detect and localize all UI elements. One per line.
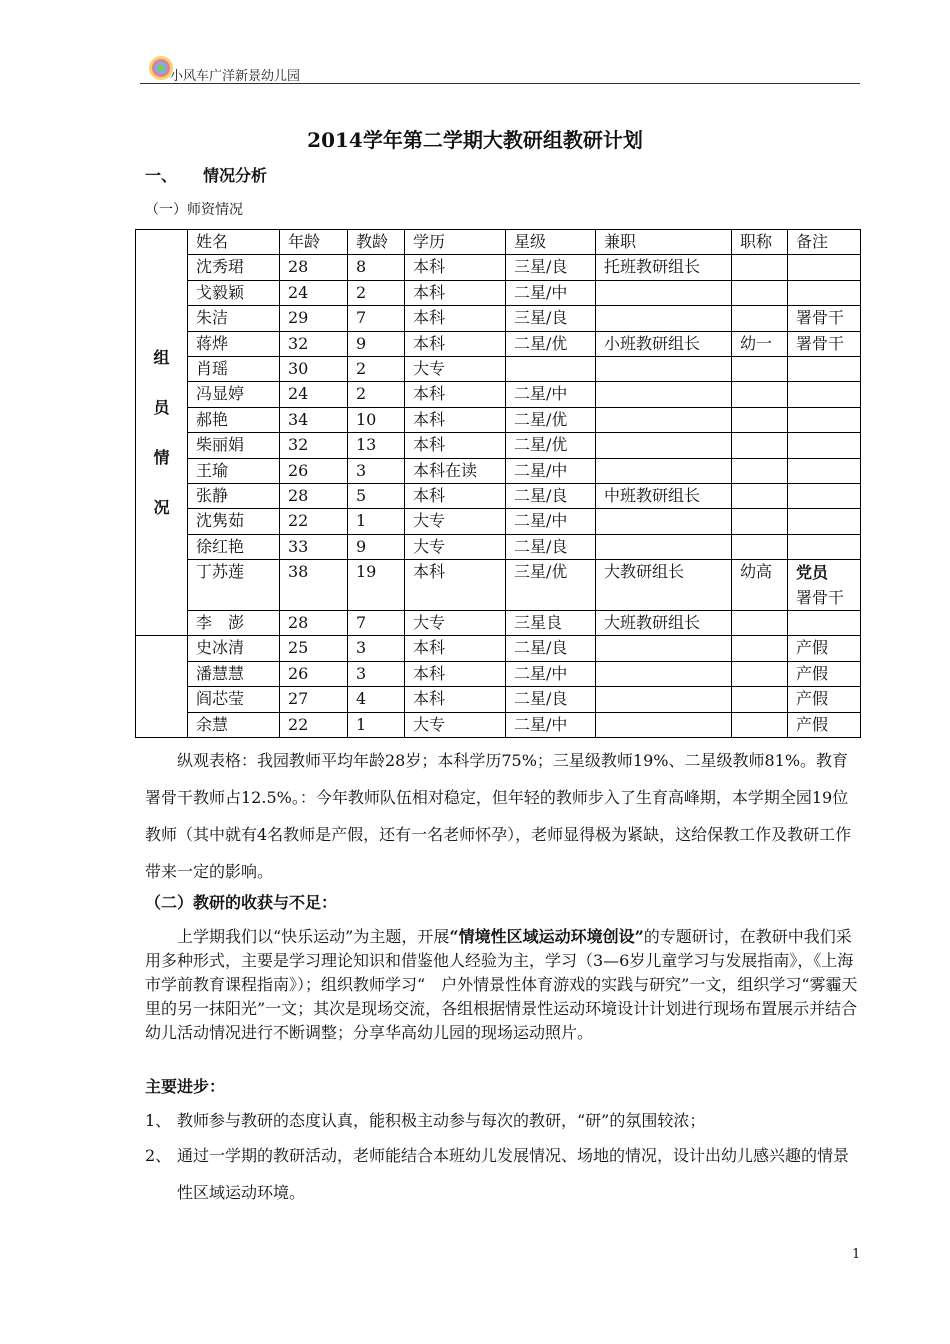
section-label: 情况分析 xyxy=(203,166,268,185)
section-heading-1 xyxy=(145,163,267,186)
table-cell: 8 xyxy=(348,255,405,280)
table-cell: 本科 xyxy=(405,433,506,458)
table-cell: 24 xyxy=(280,280,348,305)
table-cell: 冯显婷 xyxy=(188,382,280,407)
table-cell xyxy=(506,356,596,381)
list-item-number: 2、 xyxy=(145,1146,172,1165)
column-header: 兼职 xyxy=(596,230,732,255)
table-cell: 小班教研组长 xyxy=(596,331,732,356)
group-label-char: 组 xyxy=(153,347,170,367)
table-row xyxy=(136,458,861,483)
table-row xyxy=(136,534,861,559)
column-header: 学历 xyxy=(405,230,506,255)
table-cell xyxy=(596,458,732,483)
table-cell: 22 xyxy=(280,712,348,737)
table-cell xyxy=(732,611,788,636)
table-cell xyxy=(596,280,732,305)
research-text-a: 上学期我们以“快乐运动”为主题，开展 xyxy=(177,927,450,946)
table-cell xyxy=(788,611,861,636)
group-label-char: 况 xyxy=(153,497,170,517)
table-cell: 二星/中 xyxy=(506,712,596,737)
staff-table xyxy=(135,229,861,738)
note-line: 党员 xyxy=(796,563,829,583)
table-cell: 二星/中 xyxy=(506,280,596,305)
page-header xyxy=(140,48,860,86)
school-name: 小风车广洋新景幼儿园 xyxy=(170,69,301,84)
list-item-text: 通过一学期的教研活动，老师能结合本班幼儿发展情况、场地的情况，设计出幼儿感兴趣的情景性区域运动环境。 xyxy=(177,1146,850,1202)
column-header: 星级 xyxy=(506,230,596,255)
table-row xyxy=(136,661,861,686)
table-cell: 27 xyxy=(280,687,348,712)
list-item xyxy=(145,1137,860,1211)
research-text-c: 的专题研讨，在教研中我们采用多种形式，主要是学习理论知识和借鉴他人经验为主，学习（3—6岁儿童学习与发展指南》，《上海市学前教育课程指南》）；组织教师学习“ 户外情景性体育游戏的实践与研究”一文，组织学习“雾霾天里的另一抹阳光”一文；其次是现场交流，各组根据情景性运动环境设计计划进行现场布置展示并结合幼儿活动情况进行不断调整；分享华高幼儿园的现场运动照片。 xyxy=(145,927,858,1042)
table-cell: 9 xyxy=(348,331,405,356)
table-cell: 本科在读 xyxy=(405,458,506,483)
table-cell: 本科 xyxy=(405,661,506,686)
table-cell xyxy=(596,661,732,686)
table-cell: 潘慧慧 xyxy=(188,661,280,686)
table-cell: 郝艳 xyxy=(188,407,280,432)
table-cell: 32 xyxy=(280,433,348,458)
section-number: 一、 xyxy=(145,166,178,185)
table-cell: 3 xyxy=(348,458,405,483)
table-cell xyxy=(596,433,732,458)
table-row xyxy=(136,356,861,381)
table-cell xyxy=(788,560,861,611)
table-cell xyxy=(788,483,861,508)
table-cell: 三星良 xyxy=(506,611,596,636)
table-row xyxy=(136,611,861,636)
table-cell: 署骨干 xyxy=(788,306,861,331)
subsection-heading: （一）师资情况 xyxy=(145,202,243,218)
table-cell: 3 xyxy=(348,661,405,686)
table-cell: 28 xyxy=(280,611,348,636)
list-item-number: 1、 xyxy=(145,1111,172,1130)
table-row xyxy=(136,331,861,356)
table-cell: 本科 xyxy=(405,636,506,661)
table-cell: 大班教研组长 xyxy=(596,611,732,636)
table-cell xyxy=(788,534,861,559)
table-cell: 阎芯莹 xyxy=(188,687,280,712)
table-row xyxy=(136,280,861,305)
table-cell: 本科 xyxy=(405,483,506,508)
table-cell xyxy=(732,534,788,559)
table-cell xyxy=(732,509,788,534)
group-label-leave xyxy=(136,636,188,738)
table-cell: 本科 xyxy=(405,407,506,432)
table-cell: 沈隽茹 xyxy=(188,509,280,534)
table-cell: 二星/良 xyxy=(506,636,596,661)
table-cell: 7 xyxy=(348,611,405,636)
table-cell xyxy=(732,483,788,508)
table-cell: 本科 xyxy=(405,331,506,356)
table-cell xyxy=(596,356,732,381)
table-cell: 大专 xyxy=(405,611,506,636)
table-cell xyxy=(732,661,788,686)
table-cell: 中班教研组长 xyxy=(596,483,732,508)
table-cell: 25 xyxy=(280,636,348,661)
table-cell: 本科 xyxy=(405,306,506,331)
table-row xyxy=(136,433,861,458)
table-cell: 10 xyxy=(348,407,405,432)
section-heading-2: （二）教研的收获与不足： xyxy=(145,893,338,912)
table-cell: 产假 xyxy=(788,661,861,686)
column-header: 备注 xyxy=(788,230,861,255)
table-cell: 2 xyxy=(348,382,405,407)
table-cell: 二星/良 xyxy=(506,483,596,508)
research-topic: “情境性区域运动环境创设” xyxy=(449,927,644,946)
table-cell: 产假 xyxy=(788,636,861,661)
table-cell xyxy=(788,407,861,432)
table-cell: 史冰清 xyxy=(188,636,280,661)
table-cell: 28 xyxy=(280,483,348,508)
column-header: 职称 xyxy=(732,230,788,255)
group-label-char: 情 xyxy=(153,447,170,467)
table-cell: 大专 xyxy=(405,534,506,559)
table-row xyxy=(136,382,861,407)
table-cell: 柴丽娟 xyxy=(188,433,280,458)
table-cell: 产假 xyxy=(788,687,861,712)
table-cell: 26 xyxy=(280,661,348,686)
table-cell: 二星/良 xyxy=(506,534,596,559)
table-row xyxy=(136,306,861,331)
table-cell xyxy=(732,458,788,483)
table-cell: 产假 xyxy=(788,712,861,737)
table-header-row xyxy=(136,230,861,255)
table-cell: 29 xyxy=(280,306,348,331)
table-cell: 本科 xyxy=(405,280,506,305)
table-cell: 二星/中 xyxy=(506,458,596,483)
table-cell xyxy=(788,255,861,280)
note-line: 署骨干 xyxy=(796,588,845,608)
main-progress-heading: 主要进步： xyxy=(145,1077,226,1096)
table-cell xyxy=(732,712,788,737)
table-cell: 王瑜 xyxy=(188,458,280,483)
table-cell xyxy=(732,687,788,712)
table-cell: 2 xyxy=(348,356,405,381)
header-rule xyxy=(140,83,860,84)
table-cell: 二星/中 xyxy=(506,509,596,534)
list-item-text: 教师参与教研的态度认真，能积极主动参与每次的教研，“研”的氛围较浓； xyxy=(177,1111,706,1130)
table-cell: 13 xyxy=(348,433,405,458)
table-cell: 19 xyxy=(348,560,405,611)
table-cell xyxy=(788,509,861,534)
research-paragraph xyxy=(145,925,860,1045)
table-cell: 大专 xyxy=(405,356,506,381)
document-title: 2014学年第二学期大教研组教研计划 xyxy=(307,128,643,152)
table-cell xyxy=(788,280,861,305)
table-cell: 2 xyxy=(348,280,405,305)
table-cell xyxy=(596,509,732,534)
table-cell: 30 xyxy=(280,356,348,381)
table-cell: 32 xyxy=(280,331,348,356)
table-cell xyxy=(596,306,732,331)
table-cell xyxy=(788,356,861,381)
table-cell: 徐红艳 xyxy=(188,534,280,559)
table-cell: 本科 xyxy=(405,560,506,611)
table-cell: 9 xyxy=(348,534,405,559)
table-cell: 朱洁 xyxy=(188,306,280,331)
group-label-members xyxy=(136,230,188,636)
table-cell: 28 xyxy=(280,255,348,280)
table-cell: 7 xyxy=(348,306,405,331)
table-cell: 三星/优 xyxy=(506,560,596,611)
table-cell xyxy=(596,407,732,432)
table-row xyxy=(136,483,861,508)
column-header: 姓名 xyxy=(188,230,280,255)
table-cell: 1 xyxy=(348,712,405,737)
table-cell: 二星/良 xyxy=(506,687,596,712)
table-cell xyxy=(732,382,788,407)
table-cell: 二星/中 xyxy=(506,661,596,686)
table-cell: 肖瑶 xyxy=(188,356,280,381)
table-cell: 本科 xyxy=(405,255,506,280)
table-cell: 4 xyxy=(348,687,405,712)
table-cell: 33 xyxy=(280,534,348,559)
table-cell xyxy=(788,382,861,407)
table-cell: 26 xyxy=(280,458,348,483)
table-cell xyxy=(732,433,788,458)
table-cell xyxy=(732,407,788,432)
table-cell xyxy=(732,280,788,305)
table-cell: 戈毅颖 xyxy=(188,280,280,305)
table-cell xyxy=(732,636,788,661)
table-cell: 大教研组长 xyxy=(596,560,732,611)
table-cell: 蒋烨 xyxy=(188,331,280,356)
table-row xyxy=(136,407,861,432)
list-item xyxy=(145,1102,860,1139)
table-cell: 本科 xyxy=(405,687,506,712)
table-cell: 余慧 xyxy=(188,712,280,737)
table-cell: 丁苏莲 xyxy=(188,560,280,611)
column-header: 教龄 xyxy=(348,230,405,255)
table-cell xyxy=(788,433,861,458)
table-cell: 三星/良 xyxy=(506,255,596,280)
table-cell: 34 xyxy=(280,407,348,432)
table-cell: 二星/优 xyxy=(506,407,596,432)
table-cell: 22 xyxy=(280,509,348,534)
table-cell xyxy=(596,687,732,712)
table-cell: 38 xyxy=(280,560,348,611)
table-row xyxy=(136,687,861,712)
table-cell: 1 xyxy=(348,509,405,534)
table-cell: 幼高 xyxy=(732,560,788,611)
analysis-paragraph: 纵观表格：我园教师平均年龄28岁；本科学历75%；三星级教师19%、二星级教师81%。教育署骨干教师占12.5%。：今年教师队伍相对稳定，但年轻的教师步入了生育高峰期，本学期全园19位教师（其中就有4名教师是产假，还有一名老师怀孕），老师显得极为紧缺，这给保教工作及教研工作带来一定的影响。 xyxy=(145,751,852,881)
column-header: 年龄 xyxy=(280,230,348,255)
table-cell xyxy=(596,382,732,407)
table-cell: 大专 xyxy=(405,509,506,534)
table-cell: 二星/中 xyxy=(506,382,596,407)
table-cell xyxy=(732,255,788,280)
table-cell: 署骨干 xyxy=(788,331,861,356)
table-row xyxy=(136,636,861,661)
group-label-char: 员 xyxy=(153,397,170,417)
table-cell xyxy=(788,458,861,483)
table-row xyxy=(136,560,861,611)
table-cell: 沈秀珺 xyxy=(188,255,280,280)
table-row xyxy=(136,712,861,737)
table-cell: 本科 xyxy=(405,382,506,407)
table-row xyxy=(136,509,861,534)
page-number: 1 xyxy=(852,1247,861,1262)
table-cell: 李 澎 xyxy=(188,611,280,636)
table-cell xyxy=(596,712,732,737)
table-cell: 幼一 xyxy=(732,331,788,356)
table-cell: 3 xyxy=(348,636,405,661)
table-cell: 5 xyxy=(348,483,405,508)
table-cell: 大专 xyxy=(405,712,506,737)
table-cell xyxy=(732,306,788,331)
table-cell: 二星/优 xyxy=(506,433,596,458)
table-cell: 三星/良 xyxy=(506,306,596,331)
table-cell: 张静 xyxy=(188,483,280,508)
table-cell: 24 xyxy=(280,382,348,407)
table-row xyxy=(136,255,861,280)
table-cell xyxy=(732,356,788,381)
table-cell: 二星/优 xyxy=(506,331,596,356)
table-cell xyxy=(596,534,732,559)
table-cell xyxy=(596,636,732,661)
table-cell: 托班教研组长 xyxy=(596,255,732,280)
